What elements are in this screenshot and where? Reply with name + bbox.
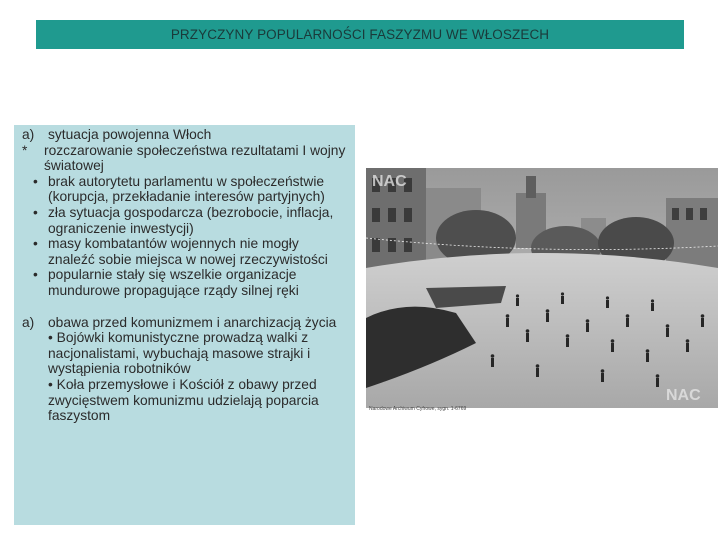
list-item-text: popularnie stały się wszelkie organizacje mundurowe propagujące rządy silnej ręki: [48, 267, 299, 298]
watermark-bottom: NAC: [666, 387, 701, 404]
list-item: [14, 174, 355, 205]
list-item: [14, 236, 355, 267]
list-item: [14, 267, 355, 298]
watermark-top: NAC: [372, 173, 407, 190]
section-a-heading-text: sytuacja powojenna Włoch: [48, 127, 212, 142]
list-item-text: masy kombatantów wojennych nie mogły znaleźć sobie miejsca w nowej rzeczywistości: [48, 236, 328, 267]
section-b-body: [48, 315, 355, 424]
title-bar: [36, 20, 684, 49]
section-a-heading: [14, 127, 355, 143]
text-panel: [14, 125, 355, 525]
list-item-text: brak autorytetu parlamentu w społeczeństwie (korupcja, przekładanie interesów partyjnych): [48, 173, 325, 205]
list-marker: •: [33, 173, 38, 189]
section-gap: [14, 299, 355, 315]
list-item: [14, 205, 355, 236]
section-b-line: • Bojówki komunistyczne prowadzą walki z nacjonalistami, wybuchają masowe strajki i wystąpienia robotników: [48, 330, 311, 377]
list-marker: •: [33, 236, 38, 252]
photo-caption: Narodowe Archiwum Cyfrowe, sygn. 1-6769: [369, 406, 467, 412]
list-item-text: zła sytuacja gospodarcza (bezrobocie, inflacja, ograniczenie inwestycji): [48, 204, 334, 236]
historical-photo: [366, 168, 718, 408]
list-item-text: rozczarowanie społeczeństwa rezultatami I wojny światowej: [44, 142, 346, 174]
list-marker: •: [33, 204, 38, 220]
section-b-marker: a): [22, 314, 35, 330]
section-b: [14, 315, 355, 424]
slide-title: PRZYCZYNY POPULARNOŚCI FASZYZMU WE WŁOSZECH: [170, 27, 550, 42]
list-marker: *: [22, 142, 28, 158]
section-a-marker: a): [22, 127, 35, 142]
section-b-heading-text: obawa przed komunizmem i anarchizacją życia: [48, 314, 337, 330]
list-item: [14, 143, 355, 174]
list-marker: •: [33, 267, 38, 283]
section-b-line: • Koła przemysłowe i Kościół z obawy przed zwycięstwem komunizmu udzielają poparcia faszystom: [48, 376, 319, 424]
